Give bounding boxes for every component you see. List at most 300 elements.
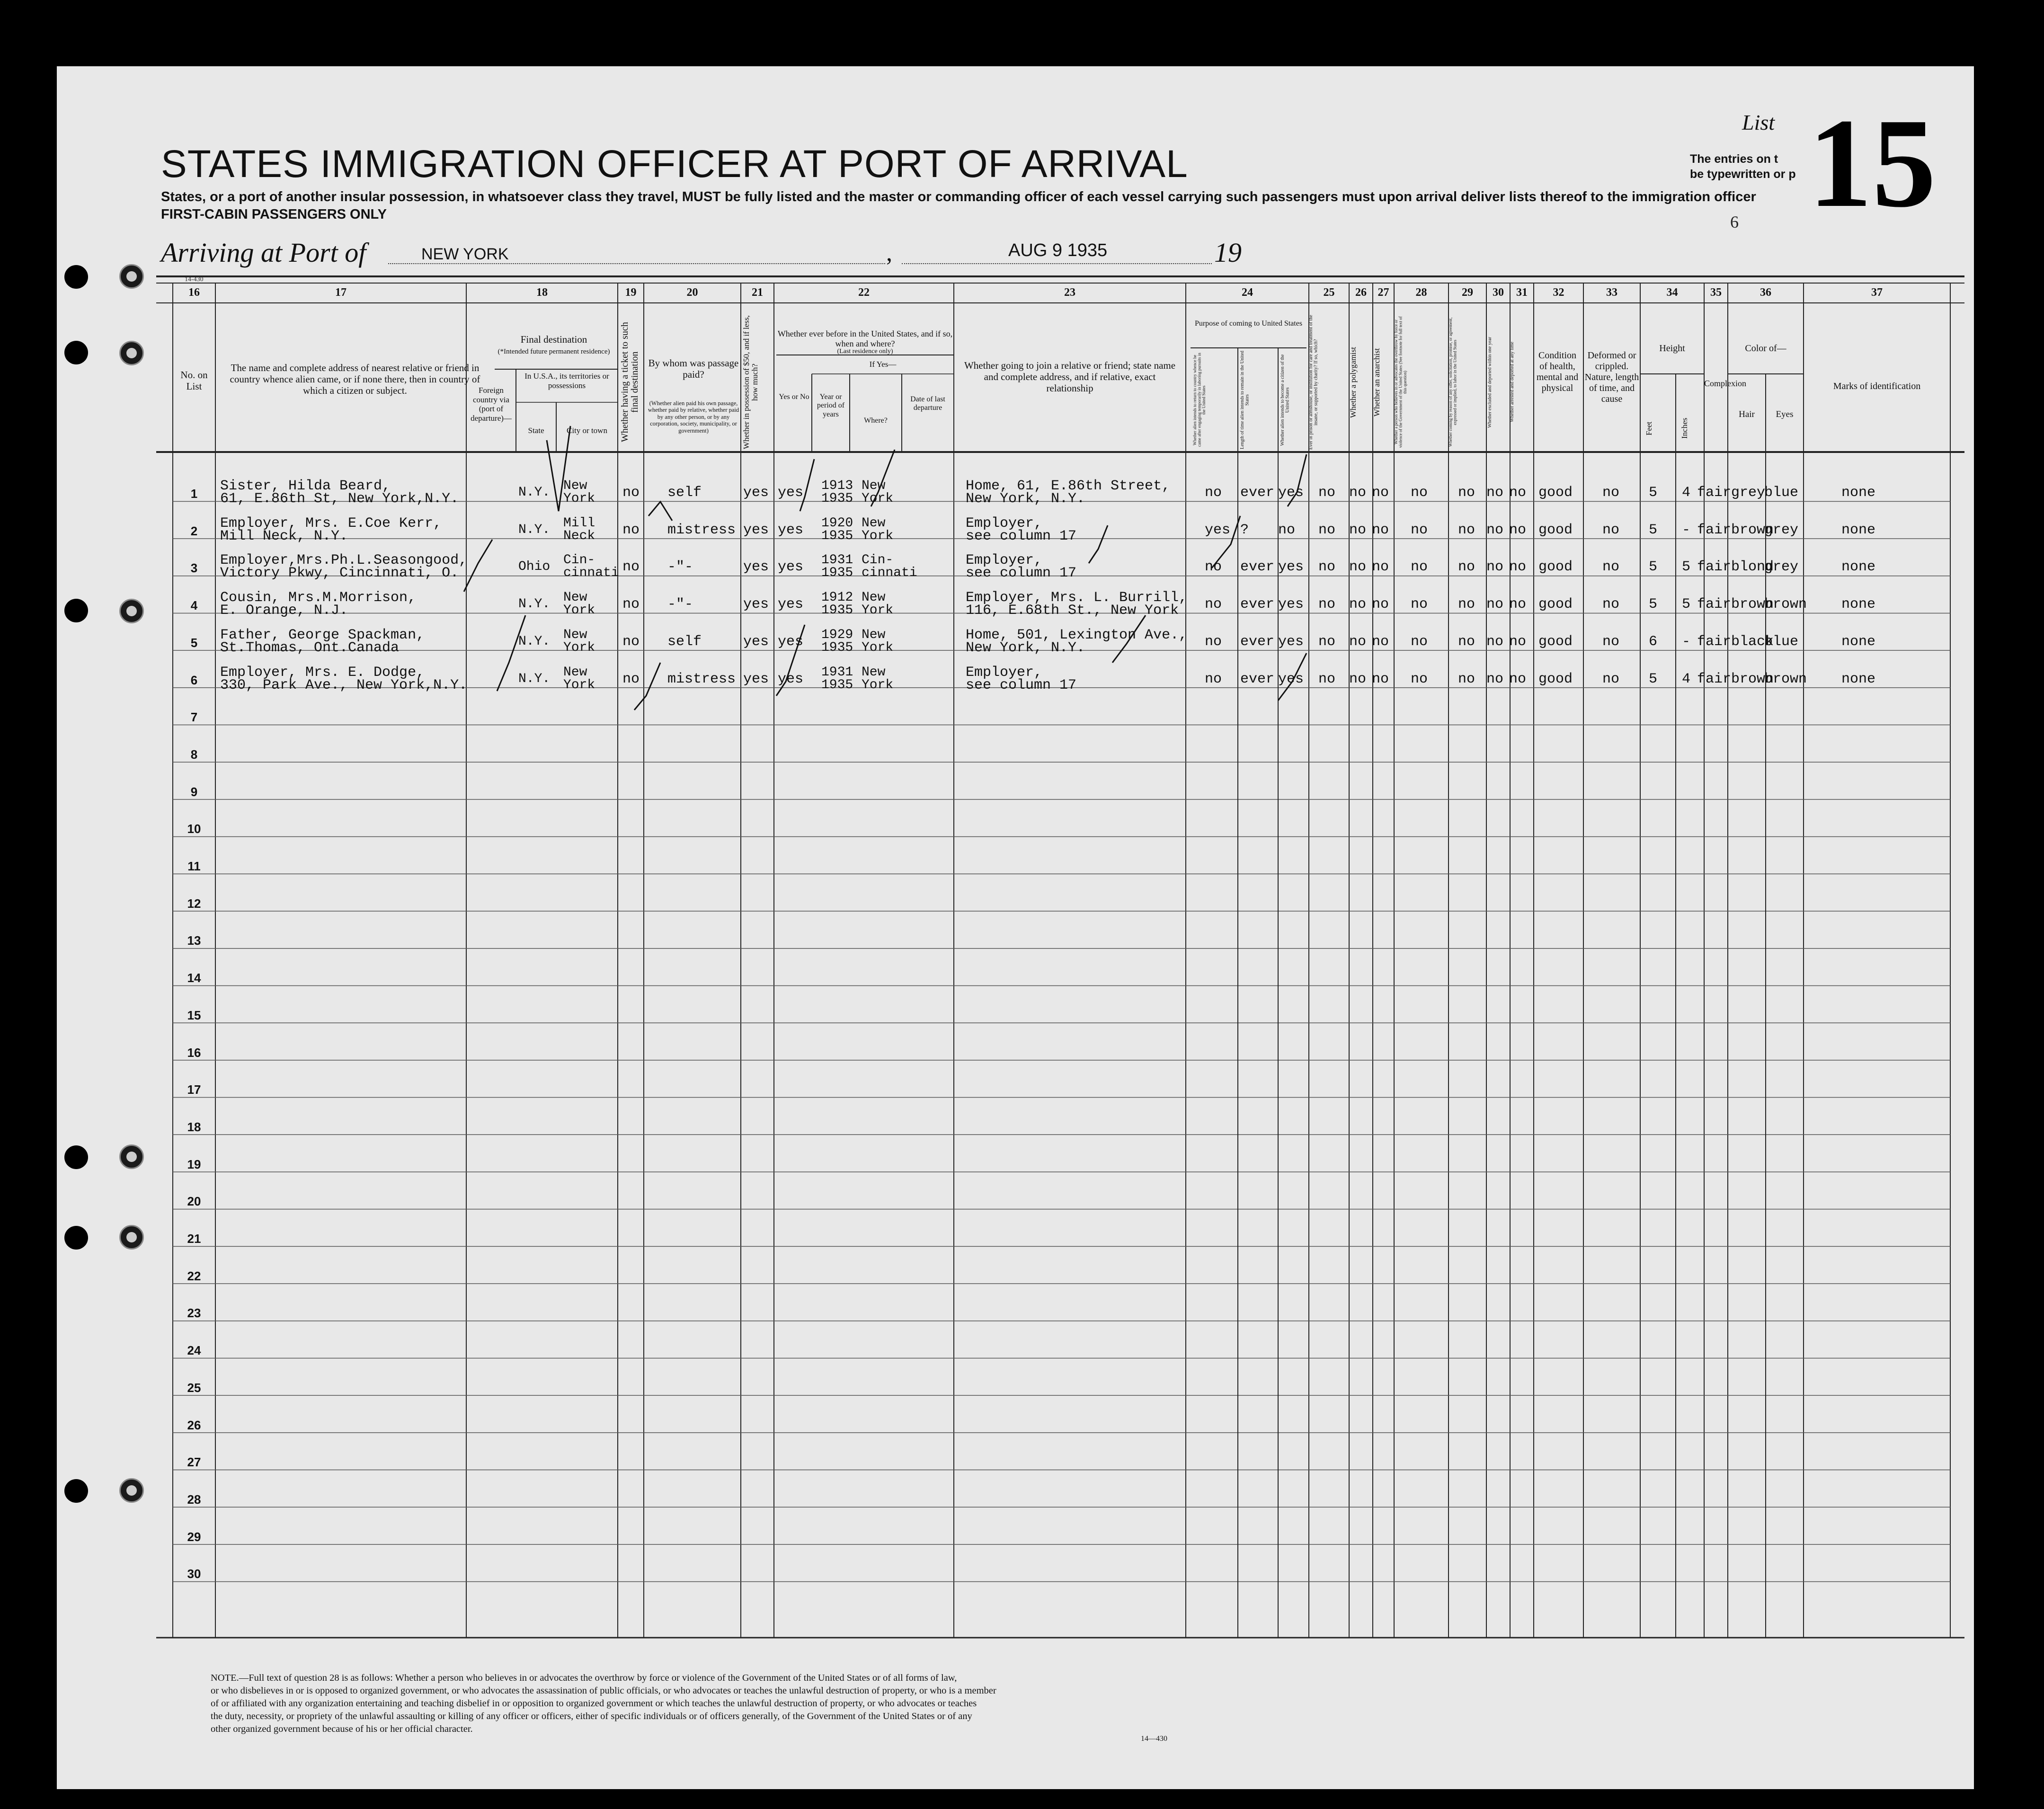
height-feet: 5	[1649, 671, 1658, 687]
health: good	[1538, 633, 1573, 650]
ticket: no	[622, 522, 640, 538]
relative-name: Employer,Mrs.Ph.L.Seasongood,	[220, 552, 468, 569]
relative-name: Sister, Hilda Beard,	[220, 478, 391, 494]
prev-where-line2: cinnati	[862, 566, 917, 581]
arrested-deported: no	[1509, 485, 1527, 501]
height-feet: 5	[1649, 522, 1658, 538]
list-label: List	[1742, 110, 1775, 134]
health: good	[1538, 671, 1573, 687]
port-value: NEW YORK	[421, 245, 509, 263]
column-number: 20	[686, 286, 698, 299]
relative-name: Employer, Mrs. E.Coe Kerr,	[220, 515, 442, 532]
deformed: no	[1602, 596, 1620, 613]
c18-header-note: (*Intended future permanent residence)	[498, 348, 610, 355]
column-number: 17	[335, 286, 347, 299]
c25-header: Ever in prison or almshouse, or institution for care and treatment of the insane, or supported by charity? If so, which?	[1308, 315, 1319, 450]
column-number: 35	[1710, 286, 1722, 299]
joining-line1: Employer,	[966, 664, 1043, 681]
dest-city-line2: York	[563, 640, 595, 655]
row-number: 21	[187, 1232, 201, 1246]
prev-year-from: 1913	[821, 479, 853, 493]
eye-color: grey	[1764, 522, 1799, 538]
previously-in-us: yes	[778, 522, 804, 538]
passage-paid-by: -"-	[667, 596, 693, 613]
health: good	[1538, 596, 1573, 613]
joining-line2: see column 17	[966, 528, 1077, 544]
complexion: fair	[1697, 596, 1732, 613]
length-of-stay: ever	[1240, 559, 1275, 576]
c34-feet: Feet	[1644, 421, 1653, 435]
small-mark: 6	[1730, 213, 1739, 231]
prison-almshouse: no	[1318, 522, 1336, 538]
column-number: 29	[1462, 286, 1473, 299]
labor-offer: no	[1458, 596, 1475, 613]
prev-where-line1: New	[862, 515, 886, 531]
relative-name: Cousin, Mrs.M.Morrison,	[220, 590, 417, 606]
ticket: no	[622, 633, 640, 650]
row-number: 20	[187, 1194, 201, 1209]
relative-address: 61, E.86th St, New York,N.Y.	[220, 491, 459, 507]
prev-where-line2: York	[862, 491, 894, 506]
complexion: fair	[1697, 671, 1732, 687]
c18-foreign: Foreign country via (port of departure)—	[471, 386, 512, 423]
prev-year-to: 1935	[821, 528, 853, 543]
column-number: 30	[1493, 286, 1504, 299]
column-number: 21	[752, 286, 763, 299]
c21-header: Whether in possession of $50, and if less, how much?	[742, 315, 759, 449]
length-of-stay: ever	[1240, 633, 1275, 650]
page-title: STATES IMMIGRATION OFFICER AT PORT OF ARRIVAL	[161, 142, 1188, 186]
previously-in-us: yes	[778, 485, 804, 501]
row-number: 5	[190, 635, 198, 650]
column-number: 16	[188, 286, 200, 299]
c17-header: The name and complete address of nearest relative or friend in country whence alien came, or if none there, then in country of which a citizen or subject.	[230, 362, 480, 397]
hair-color: grey	[1731, 485, 1766, 501]
c24b-header: Length of time alien intends to remain in the United States	[1240, 351, 1250, 450]
relative-address: St.Thomas, Ont.Canada	[220, 639, 400, 656]
prev-year-from: 1929	[821, 627, 853, 642]
dest-city-line1: New	[563, 665, 587, 680]
return-intent: no	[1205, 671, 1222, 687]
polygamist: no	[1349, 671, 1367, 687]
prev-where-line1: New	[862, 665, 886, 680]
deformed: no	[1602, 485, 1620, 501]
passage-paid-by: mistress	[667, 522, 736, 538]
eye-color: blue	[1764, 633, 1799, 650]
anarchist: no	[1372, 671, 1389, 687]
joining-line2: see column 17	[966, 565, 1077, 582]
passenger-class-line: FIRST-CABIN PASSENGERS ONLY	[161, 207, 387, 222]
c37-header: Marks of identification	[1833, 381, 1921, 391]
height-feet: 5	[1649, 485, 1658, 501]
entries-note: The entries on t be typewritten or p	[1690, 152, 1796, 181]
labor-offer: no	[1458, 633, 1475, 650]
c29-header: Whether coming by reason of any offer, solicitation, promise, or agreement, expressed or implied, to labor in the United States	[1448, 317, 1457, 447]
dest-city-line2: cinnati	[563, 566, 619, 581]
citizenship-intent: yes	[1278, 485, 1304, 501]
prison-almshouse: no	[1318, 559, 1336, 576]
form-code-top: 14-430	[185, 276, 204, 283]
row-number: 28	[187, 1492, 201, 1507]
arriving-label: Arriving at Port of	[161, 237, 366, 268]
relative-address: Victory Pkwy, Cincinnati, O.	[220, 565, 459, 582]
identification-marks: none	[1841, 633, 1876, 650]
joining-line1: Home, 501, Lexington Ave.,	[966, 627, 1188, 643]
row-number: 11	[187, 859, 201, 873]
passage-paid-by: self	[667, 633, 702, 650]
c23-header: Whether going to join a relative or friend; state name and complete address, and if relative, exact relationship	[964, 360, 1176, 394]
row-number: 26	[187, 1418, 201, 1432]
row-number: 9	[190, 784, 198, 799]
row-number: 7	[190, 710, 198, 725]
previously-in-us: yes	[778, 633, 804, 650]
prev-where-line2: York	[862, 677, 894, 692]
complexion: fair	[1697, 633, 1732, 650]
c22-header-title: Whether ever before in the United States, and if so, when and where?	[777, 329, 953, 348]
row-number: 10	[187, 822, 201, 836]
row-number: 8	[190, 747, 198, 762]
c22-yesno: Yes or No	[779, 393, 809, 401]
has-50-dollars: yes	[743, 671, 769, 687]
anarchist: no	[1372, 633, 1389, 650]
dest-city-line2: York	[563, 603, 595, 618]
joining-line1: Employer, Mrs. L. Burrill,	[966, 590, 1188, 606]
polygamist: no	[1349, 596, 1367, 613]
c24a-header: Whether alien intends to return to country whence he came after engaging temporarily in laboring pursuits in the United States	[1192, 353, 1206, 447]
deformed: no	[1602, 633, 1620, 650]
c33-header: Deformed or crippled. Nature, length of time, and cause	[1584, 350, 1639, 404]
c22-year: Year or period of years	[817, 393, 845, 418]
c24-header-title: Purpose of coming to United States	[1194, 319, 1303, 328]
joining-line2: 116, E.68th St., New York	[966, 603, 1179, 619]
row-number: 29	[187, 1529, 201, 1544]
dest-city-line2: York	[563, 677, 595, 692]
dest-state: N.Y.	[518, 671, 551, 686]
column-number: 23	[1064, 286, 1075, 299]
excluded-deported: no	[1486, 522, 1504, 538]
complexion: fair	[1697, 485, 1732, 501]
health: good	[1538, 522, 1573, 538]
labor-offer: no	[1458, 671, 1475, 687]
prev-year-to: 1935	[821, 603, 853, 618]
c36-header-title: Color of—	[1745, 343, 1786, 354]
row-number: 4	[190, 598, 198, 613]
citizenship-intent: yes	[1278, 633, 1304, 650]
health: good	[1538, 485, 1573, 501]
c22-date: Date of last departure	[910, 395, 945, 412]
c19-header: Whether having a ticket to such final destination	[620, 322, 640, 443]
prison-almshouse: no	[1318, 596, 1336, 613]
ticket: no	[622, 671, 640, 687]
q28: no	[1411, 559, 1428, 576]
c26-header: Whether a polygamist	[1349, 346, 1358, 418]
prev-year-to: 1935	[821, 640, 853, 655]
row-number: 30	[187, 1567, 201, 1581]
labor-offer: no	[1458, 559, 1475, 576]
c36-hair: Hair	[1739, 409, 1755, 419]
joining-line1: Employer,	[966, 552, 1043, 569]
year-prefix: 19	[1214, 237, 1242, 268]
column-number: 26	[1355, 286, 1367, 299]
dest-state: N.Y.	[518, 485, 551, 500]
c22-ifyes: If Yes—	[869, 360, 897, 369]
height-inches: -	[1682, 522, 1691, 538]
anarchist: no	[1372, 485, 1389, 501]
joining-line2: New York, N.Y.	[966, 639, 1085, 656]
c34-header-title: Height	[1659, 343, 1685, 354]
previously-in-us: yes	[778, 596, 804, 613]
c30-header: Whether excluded and deported within one year	[1487, 337, 1493, 428]
has-50-dollars: yes	[743, 559, 769, 576]
row-number: 12	[187, 896, 201, 911]
column-number: 34	[1666, 286, 1678, 299]
height-feet: 6	[1649, 633, 1658, 650]
c24c-header: Whether alien intends to become a citizen of the United States	[1280, 354, 1290, 446]
polygamist: no	[1349, 522, 1367, 538]
height-feet: 5	[1649, 559, 1658, 576]
c16-header: No. on List	[180, 369, 208, 392]
row-number: 15	[187, 1008, 201, 1022]
c35-header: Complexion	[1704, 379, 1746, 388]
prev-year-from: 1920	[821, 515, 853, 531]
deformed: no	[1602, 559, 1620, 576]
height-feet: 5	[1649, 596, 1658, 613]
column-number: 27	[1377, 286, 1389, 299]
dest-city-line1: New	[563, 479, 587, 493]
prev-year-from: 1931	[821, 665, 853, 680]
return-intent: no	[1205, 559, 1222, 576]
instructions-line: States, or a port of another insular possession, in whatsoever class they travel, MUST be fully listed and the master or commanding officer of each vessel carrying such passengers must upon arrival deliver lists thereof to the immigration officer	[161, 189, 1756, 204]
length-of-stay: ?	[1240, 522, 1249, 538]
return-intent: no	[1205, 633, 1222, 650]
column-number: 28	[1415, 286, 1427, 299]
identification-marks: none	[1841, 485, 1876, 501]
row-number: 19	[187, 1157, 201, 1171]
c34-inches: Inches	[1680, 417, 1689, 439]
prev-where-line1: New	[862, 590, 886, 605]
row-number: 27	[187, 1455, 201, 1470]
return-intent: no	[1205, 485, 1222, 501]
prison-almshouse: no	[1318, 633, 1336, 650]
row-number: 13	[187, 933, 201, 948]
form-code-bottom: 14—430	[1141, 1735, 1167, 1743]
q28: no	[1411, 671, 1428, 687]
prev-where-line2: York	[862, 640, 894, 655]
previously-in-us: yes	[778, 559, 804, 576]
dest-state: N.Y.	[518, 597, 551, 612]
excluded-deported: no	[1486, 633, 1504, 650]
row-number: 16	[187, 1045, 201, 1060]
identification-marks: none	[1841, 522, 1876, 538]
identification-marks: none	[1841, 671, 1876, 687]
prev-where-line2: York	[862, 603, 894, 618]
hair-color: blond	[1731, 559, 1774, 576]
height-inches: 5	[1682, 596, 1691, 613]
polygamist: no	[1349, 633, 1367, 650]
height-inches: -	[1682, 633, 1691, 650]
height-inches: 4	[1682, 485, 1691, 501]
prev-where-line1: Cin-	[862, 553, 894, 568]
c18-usa: In U.S.A., its territories or possessions	[524, 372, 609, 390]
labor-offer: no	[1458, 485, 1475, 501]
relative-address: E. Orange, N.J.	[220, 603, 348, 619]
column-number: 31	[1516, 286, 1528, 299]
length-of-stay: ever	[1240, 596, 1275, 613]
joining-line2: see column 17	[966, 677, 1077, 693]
joining-line2: New York, N.Y.	[966, 491, 1085, 507]
anarchist: no	[1372, 596, 1389, 613]
c36-eyes: Eyes	[1776, 409, 1794, 419]
height-inches: 4	[1682, 671, 1691, 687]
ticket: no	[622, 596, 640, 613]
citizenship-intent: yes	[1278, 559, 1304, 576]
dest-state: Ohio	[518, 559, 551, 575]
row-number: 14	[187, 971, 201, 985]
hair-color: brown	[1731, 596, 1774, 613]
joining-line1: Home, 61, E.86th Street,	[966, 478, 1171, 494]
column-number: 22	[858, 286, 870, 299]
dest-city-line1: Mill	[563, 515, 595, 531]
passage-paid-by: mistress	[667, 671, 736, 687]
row-number: 18	[187, 1119, 201, 1134]
eye-color: grey	[1764, 559, 1799, 576]
length-of-stay: ever	[1240, 671, 1275, 687]
row-number: 25	[187, 1380, 201, 1395]
passage-paid-by: self	[667, 485, 702, 501]
identification-marks: none	[1841, 559, 1876, 576]
c18-state: State	[528, 426, 544, 435]
length-of-stay: ever	[1240, 485, 1275, 501]
column-number: 19	[625, 286, 637, 299]
row-number: 3	[190, 561, 198, 576]
dest-state: N.Y.	[518, 522, 551, 537]
row-number: 2	[190, 523, 198, 538]
eye-color: brown	[1764, 671, 1807, 687]
prison-almshouse: no	[1318, 671, 1336, 687]
citizenship-intent: no	[1278, 522, 1296, 538]
arrested-deported: no	[1509, 596, 1527, 613]
hair-color: brown	[1731, 671, 1774, 687]
c20-header-title: By whom was passage paid?	[648, 357, 739, 381]
c18-city: City or town	[567, 426, 607, 435]
c31-header: Whether arrested and deported at any time	[1510, 342, 1515, 423]
passage-paid-by: -"-	[667, 559, 693, 576]
return-intent: no	[1205, 596, 1222, 613]
joining-line1: Employer,	[966, 515, 1043, 532]
anarchist: no	[1372, 559, 1389, 576]
eye-color: blue	[1764, 485, 1799, 501]
c22-where: Where?	[864, 417, 888, 425]
relative-name: Father, George Spackman,	[220, 627, 425, 643]
prev-year-from: 1931	[821, 553, 853, 568]
c22-header-note: (Last residence only)	[837, 348, 893, 355]
column-number: 18	[536, 286, 548, 299]
q28: no	[1411, 633, 1428, 650]
previously-in-us: yes	[778, 671, 804, 687]
identification-marks: none	[1841, 596, 1876, 613]
has-50-dollars: yes	[743, 596, 769, 613]
relative-address: 330, Park Ave., New York,N.Y.	[220, 677, 468, 693]
column-number: 37	[1871, 286, 1883, 299]
dest-city-line1: New	[563, 590, 587, 605]
anarchist: no	[1372, 522, 1389, 538]
deformed: no	[1602, 671, 1620, 687]
prev-year-to: 1935	[821, 677, 853, 692]
column-number: 25	[1323, 286, 1335, 299]
row-number: 24	[187, 1343, 201, 1358]
complexion: fair	[1697, 522, 1732, 538]
prison-almshouse: no	[1318, 485, 1336, 501]
hair-color: brown	[1731, 522, 1774, 538]
eye-color: brown	[1764, 596, 1807, 613]
q28: no	[1411, 485, 1428, 501]
c27-header: Whether an anarchist	[1372, 348, 1381, 417]
relative-address: Mill Neck, N.Y.	[220, 528, 348, 544]
q28: no	[1411, 596, 1428, 613]
q28: no	[1411, 522, 1428, 538]
row-number: 6	[190, 673, 198, 687]
dest-city-line2: York	[563, 491, 595, 506]
ticket: no	[622, 559, 640, 576]
relative-name: Employer, Mrs. E. Dodge,	[220, 664, 425, 681]
row-number: 23	[187, 1306, 201, 1321]
has-50-dollars: yes	[743, 522, 769, 538]
row-number: 22	[187, 1268, 201, 1283]
prev-where-line1: New	[862, 479, 886, 493]
row-number: 17	[187, 1082, 201, 1097]
citizenship-intent: yes	[1278, 671, 1304, 687]
polygamist: no	[1349, 485, 1367, 501]
prev-year-to: 1935	[821, 566, 853, 581]
labor-offer: no	[1458, 522, 1475, 538]
prev-where-line1: New	[862, 627, 886, 642]
column-number: 32	[1553, 286, 1564, 299]
c20-header-note: (Whether alien paid his own passage, whether paid by relative, whether paid by any other person, or by any corporation, society, municipality, or government)	[648, 400, 739, 434]
arrested-deported: no	[1509, 671, 1527, 687]
arrested-deported: no	[1509, 559, 1527, 576]
dest-city-line1: Cin-	[563, 553, 595, 568]
c18-header-title: Final destination	[520, 334, 587, 345]
health: good	[1538, 559, 1573, 576]
excluded-deported: no	[1486, 671, 1504, 687]
ticket: no	[622, 485, 640, 501]
has-50-dollars: yes	[743, 633, 769, 650]
dest-city-line2: Neck	[563, 528, 595, 543]
return-intent: yes	[1205, 522, 1231, 538]
hair-color: black	[1731, 633, 1774, 650]
citizenship-intent: yes	[1278, 596, 1304, 613]
dest-city-line1: New	[563, 627, 587, 642]
column-number: 33	[1606, 286, 1617, 299]
excluded-deported: no	[1486, 559, 1504, 576]
c28-header: Whether a person who believes in or advocates the overthrow by force or violence of the Government of the United States (See footnote for full text of this question)	[1394, 316, 1407, 448]
footnote: NOTE.—Full text of question 28 is as follows: Whether a person who believes in or advocates the overthrow by force or violence of the Government of the United States or of all forms of law, or who disbelieves in or is opposed to organized government, or who advocates the assassination of public officials, or who advocates or teaches the unlawful destruction of property, or who is a member of or affiliated with any organization entertaining and teaching disbelief in or opposition to organized government or which teaches the unlawful destruction of property, or who advocates or teaches the duty, necessity, or propriety of the unlawful assaulting or killing of any officer or officers, either of specific individuals or of officers generally, of the Government of the United States or of any other organized government because of his or her official character.	[211, 1673, 996, 1734]
list-number: 15	[1808, 92, 1936, 234]
arrested-deported: no	[1509, 633, 1527, 650]
excluded-deported: no	[1486, 485, 1504, 501]
arrival-date: AUG 9 1935	[1008, 240, 1108, 260]
prev-where-line2: York	[862, 528, 894, 543]
prev-year-to: 1935	[821, 491, 853, 506]
prev-year-from: 1912	[821, 590, 853, 605]
row-number: 1	[190, 487, 198, 501]
arrested-deported: no	[1509, 522, 1527, 538]
dest-state: N.Y.	[518, 634, 551, 649]
complexion: fair	[1697, 559, 1732, 576]
column-number: 36	[1760, 286, 1771, 299]
deformed: no	[1602, 522, 1620, 538]
height-inches: 5	[1682, 559, 1691, 576]
